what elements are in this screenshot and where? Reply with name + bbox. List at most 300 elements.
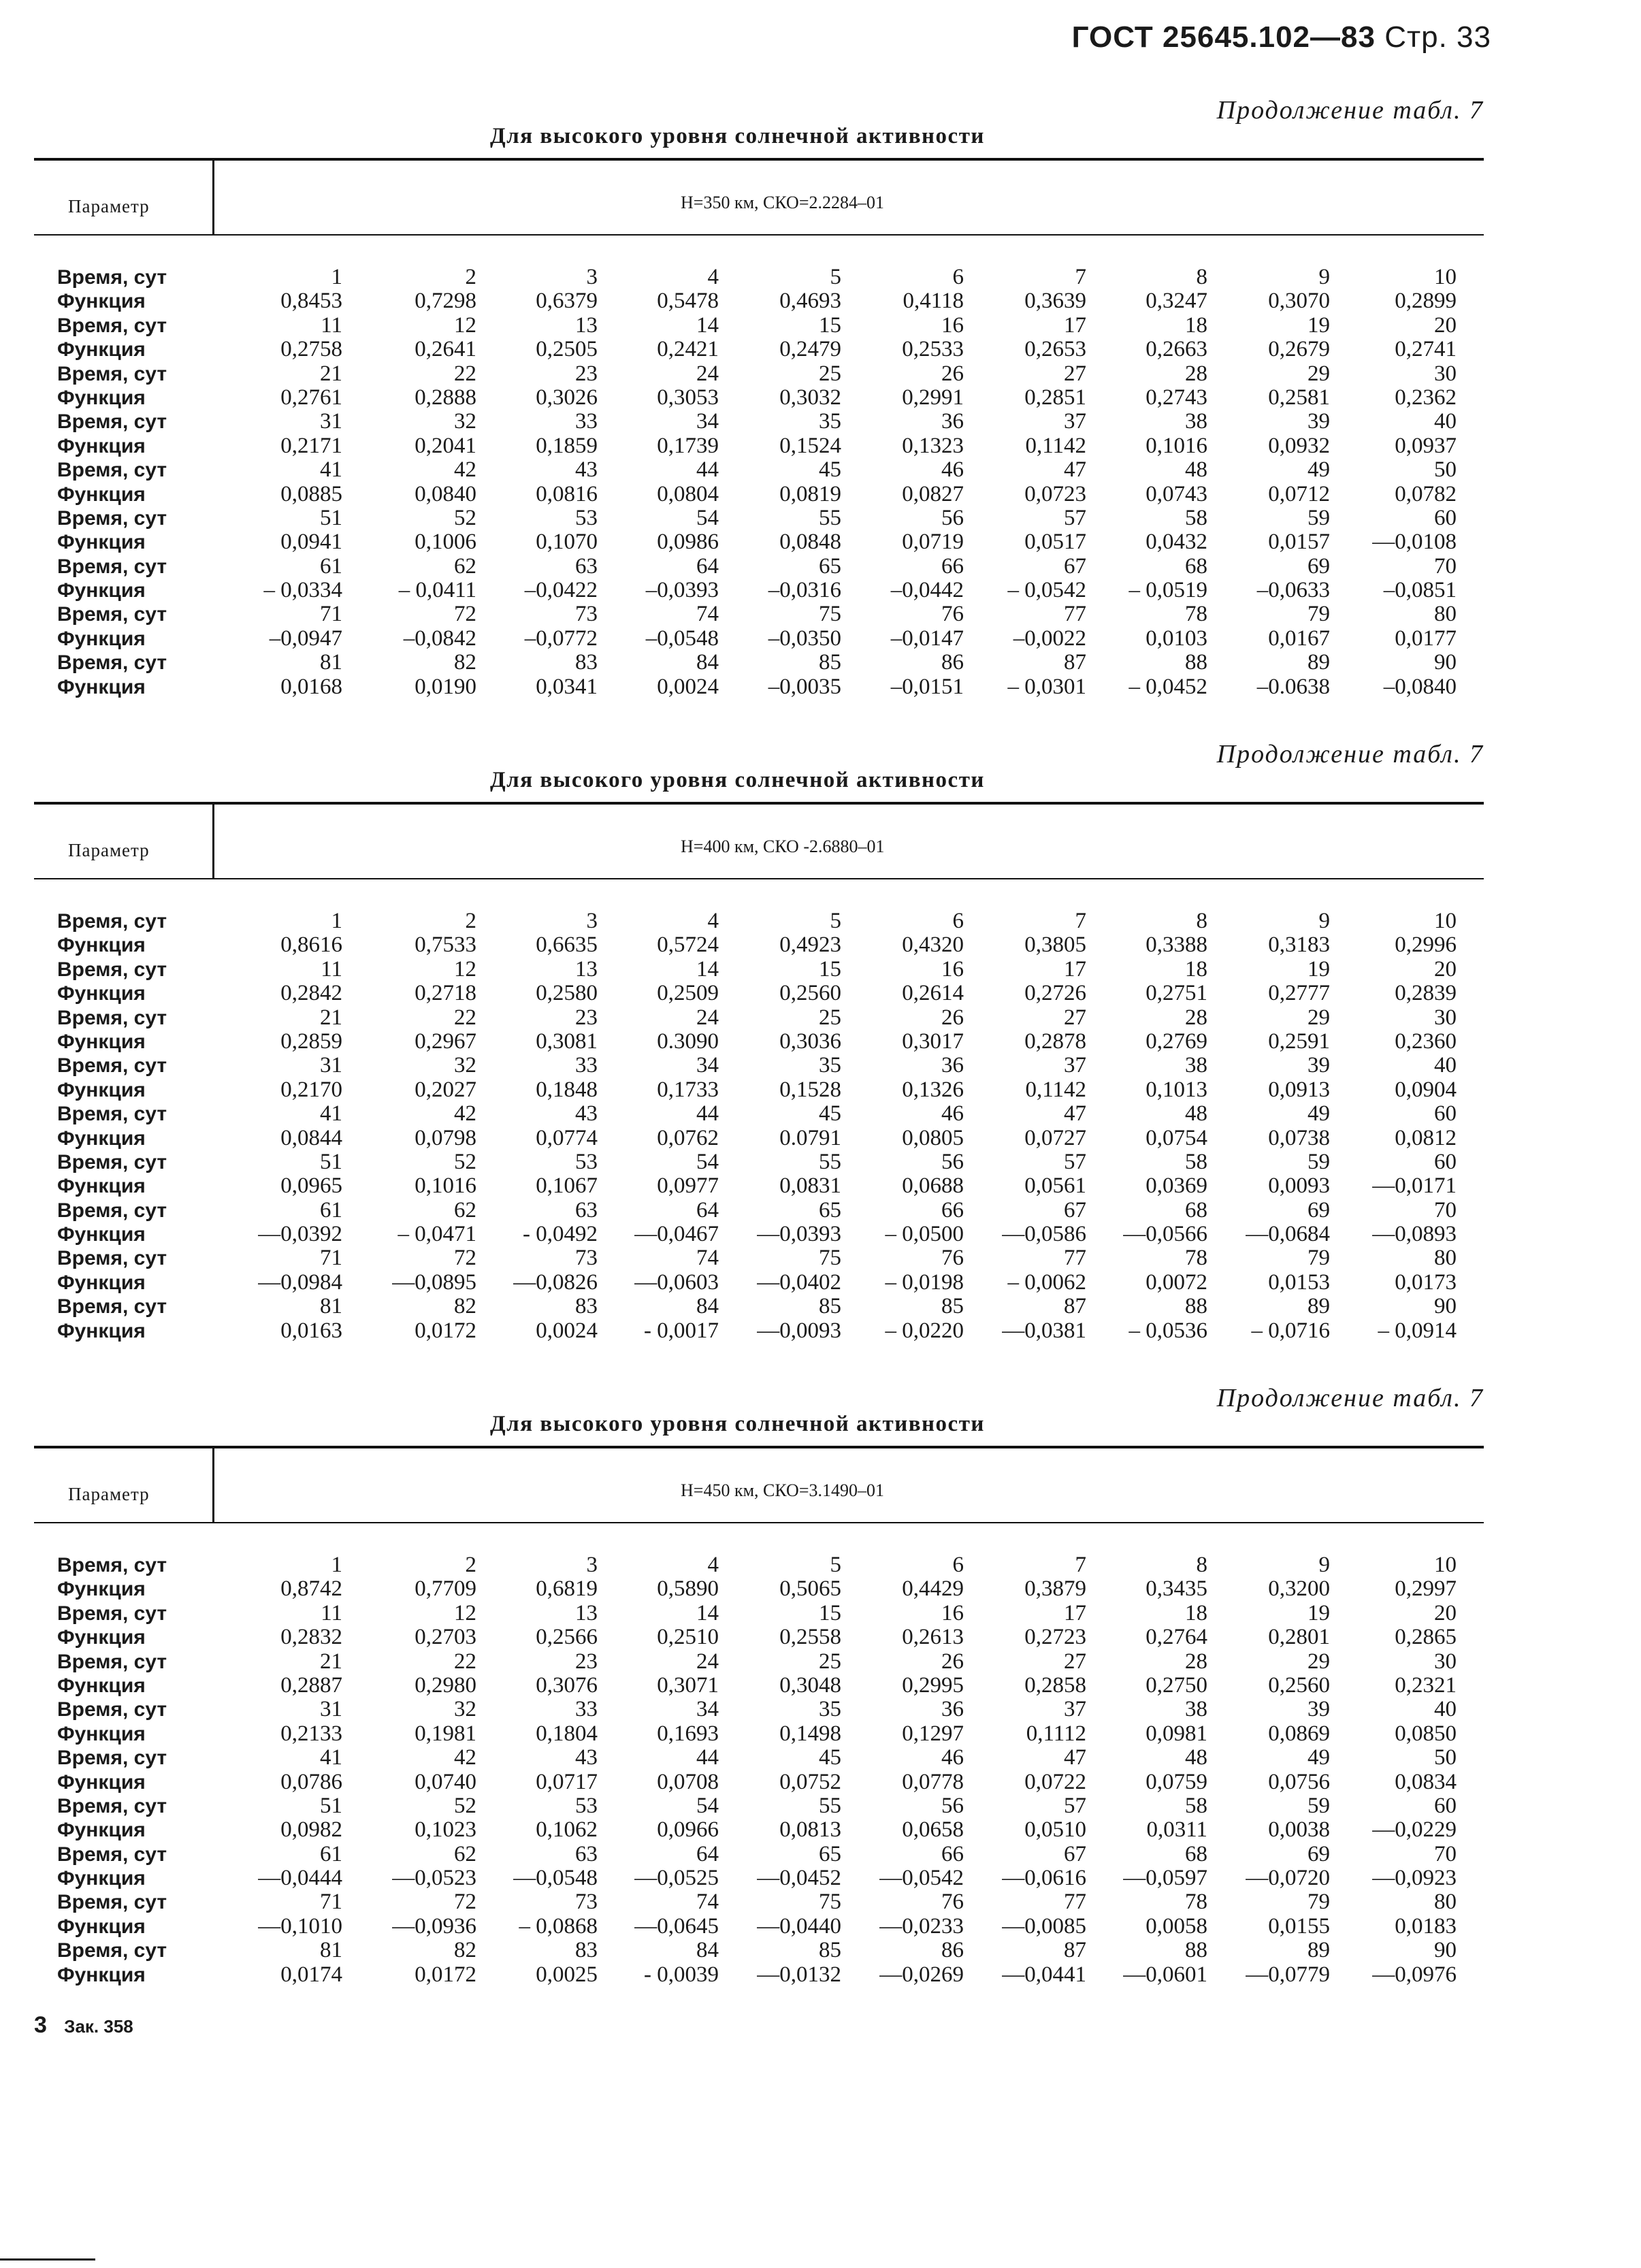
table-cell: 58 <box>1185 505 1207 530</box>
table-cell: 0,6819 <box>536 1576 598 1602</box>
table-cell: 40 <box>1434 409 1457 434</box>
table-cell: 85 <box>941 1294 964 1319</box>
table-cell: –0,0633 <box>1256 578 1330 603</box>
table-cell: 0,3435 <box>1146 1576 1207 1602</box>
row-label: Время, сут <box>57 1150 167 1173</box>
table-row <box>34 1818 1484 1842</box>
table-cell: 76 <box>941 1246 964 1271</box>
row-label: Функция <box>57 1867 146 1890</box>
table-cell: —0,0566 <box>1123 1222 1207 1247</box>
table-cell: 0,2991 <box>902 385 964 410</box>
header-divider <box>212 1448 214 1522</box>
table-cell: 65 <box>819 1841 841 1866</box>
table-row <box>34 958 1484 982</box>
table-cell: 37 <box>1064 1697 1086 1722</box>
table-cell: 0,1323 <box>902 433 964 458</box>
table-cell: 0,2505 <box>536 337 598 362</box>
table-cell: – 0,0411 <box>398 578 476 603</box>
table-cell: 0,1062 <box>536 1817 598 1843</box>
table-cell: 41 <box>320 1745 342 1770</box>
table-cell: 13 <box>575 1600 598 1625</box>
table-cell: 0,3076 <box>536 1672 598 1698</box>
row-label: Время, сут <box>57 459 167 482</box>
table-cell: 0,2509 <box>657 981 719 1006</box>
table-cell: —0,0132 <box>757 1962 841 1987</box>
table-cell: 0,2613 <box>902 1625 964 1650</box>
table-section-400 <box>34 739 1484 1365</box>
table-cell: - 0,0492 <box>523 1222 598 1247</box>
table-cell: 0,0723 <box>1024 481 1086 506</box>
table-cell: 70 <box>1434 553 1457 579</box>
table-cell: 0,2653 <box>1024 337 1086 362</box>
row-label: Время, сут <box>57 1843 167 1866</box>
table-cell: 0,2718 <box>415 981 476 1006</box>
table-cell: 0,0743 <box>1146 481 1207 506</box>
table-row <box>34 1054 1484 1078</box>
table-cell: 46 <box>941 457 964 483</box>
table-cell: 0,0727 <box>1024 1125 1086 1150</box>
table-cell: —0,0229 <box>1372 1817 1457 1843</box>
table-cell: 0,2641 <box>415 337 476 362</box>
table-cell: 0,0341 <box>536 674 598 699</box>
table-cell: 84 <box>696 1938 719 1963</box>
table-cell: 0,0885 <box>280 481 342 506</box>
table-cell: 0,7533 <box>415 933 476 958</box>
table-cell: 76 <box>941 602 964 627</box>
table-row <box>34 1199 1484 1222</box>
row-label: Функция <box>57 1915 146 1938</box>
table-row <box>34 1625 1484 1649</box>
table-cell: 85 <box>819 1938 841 1963</box>
table-cell: 0,3200 <box>1268 1576 1330 1602</box>
table-cell: 0,0977 <box>657 1173 719 1199</box>
table-cell: 14 <box>696 312 719 338</box>
table-cell: 41 <box>320 457 342 483</box>
table-cell: 0,2764 <box>1146 1625 1207 1650</box>
table-cell: 36 <box>941 1053 964 1078</box>
table-cell: 0,0174 <box>280 1962 342 1987</box>
table-cell: —0,0171 <box>1372 1173 1457 1199</box>
table-row <box>34 338 1484 361</box>
table-cell: 0,1498 <box>779 1721 841 1746</box>
table-cell: 0,2560 <box>1268 1672 1330 1698</box>
table-cell: —0,0893 <box>1372 1222 1457 1247</box>
table-cell: 0,2741 <box>1395 337 1457 362</box>
table-cell: –0,0316 <box>768 578 841 603</box>
table-row <box>34 602 1484 626</box>
table-cell: —0,0269 <box>879 1962 964 1987</box>
table-cell: 0,5724 <box>657 933 719 958</box>
table-cell: 79 <box>1307 602 1330 627</box>
param-label: Параметр <box>68 196 150 216</box>
table-cell: 0,0157 <box>1268 530 1330 555</box>
table-cell: 5 <box>830 265 841 289</box>
table-cell: 58 <box>1185 1793 1207 1818</box>
table-cell: 77 <box>1064 1890 1086 1915</box>
header-divider <box>212 161 214 234</box>
table-cell: 0,0024 <box>536 1318 598 1343</box>
table-cell: 4 <box>707 265 719 289</box>
table-row <box>34 1963 1484 1987</box>
table-cell: 4 <box>707 909 719 933</box>
table-cell: 0,0712 <box>1268 481 1330 506</box>
row-label: Функция <box>57 1674 146 1697</box>
table-cell: 63 <box>575 553 598 579</box>
table-cell: 0,0932 <box>1268 433 1330 458</box>
table-cell: 0,0752 <box>779 1769 841 1794</box>
table-row <box>34 434 1484 458</box>
table-cell: 47 <box>1064 1101 1086 1127</box>
table-cell: 65 <box>819 553 841 579</box>
header-bottom-rule <box>34 1522 1484 1523</box>
table-cell: 31 <box>320 1697 342 1722</box>
table-cell: 89 <box>1307 1938 1330 1963</box>
table-cell: 25 <box>819 1005 841 1030</box>
table-cell: 35 <box>819 1697 841 1722</box>
param-description: H=400 км, СКО -2.6880–01 <box>681 837 885 856</box>
table-cell: 79 <box>1307 1890 1330 1915</box>
table-cell: 85 <box>819 650 841 675</box>
table-cell: 0,2758 <box>280 337 342 362</box>
table-cell: 64 <box>696 1197 719 1222</box>
table-cell: 27 <box>1064 1005 1086 1030</box>
table-cell: 0,3070 <box>1268 289 1330 314</box>
table-cell: 0,0937 <box>1395 433 1457 458</box>
table-cell: 0,2510 <box>657 1625 719 1650</box>
row-label: Время, сут <box>57 1199 167 1222</box>
table-cell: 42 <box>454 1101 476 1127</box>
table-cell: – 0,0542 <box>1007 578 1086 603</box>
row-label: Функция <box>57 1963 146 1986</box>
table-cell: 0,0103 <box>1146 626 1207 651</box>
table-cell: 66 <box>941 553 964 579</box>
table-cell: 0,0432 <box>1146 530 1207 555</box>
table-cell: 33 <box>575 1053 598 1078</box>
table-cell: 0,1739 <box>657 433 719 458</box>
table-cell: 0,2133 <box>280 1721 342 1746</box>
table-cell: 54 <box>696 1793 719 1818</box>
table-cell: 60 <box>1434 505 1457 530</box>
table-cell: 0,2878 <box>1024 1028 1086 1054</box>
table-cell: 0,2170 <box>280 1077 342 1102</box>
table-row <box>34 483 1484 506</box>
table-cell: 0,1326 <box>902 1077 964 1102</box>
table-cell: 84 <box>696 1294 719 1319</box>
table-cell: 5 <box>830 1553 841 1577</box>
table-cell: 56 <box>941 1149 964 1174</box>
table-row <box>34 458 1484 482</box>
table-cell: –0,0147 <box>890 626 964 651</box>
table-row <box>34 933 1484 957</box>
table-cell: 0,0708 <box>657 1769 719 1794</box>
table-cell: 42 <box>454 457 476 483</box>
table-cell: 0,0658 <box>902 1817 964 1843</box>
table-cell: – 0,0334 <box>263 578 342 603</box>
table-cell: 0,7298 <box>415 289 476 314</box>
table-cell: 14 <box>696 1600 719 1625</box>
row-label: Время, сут <box>57 1602 167 1625</box>
table-cell: 0,2851 <box>1024 385 1086 410</box>
table-cell: 72 <box>454 1246 476 1271</box>
table-cell: 68 <box>1185 553 1207 579</box>
row-label: Функция <box>57 290 146 313</box>
table-cell: 13 <box>575 312 598 338</box>
row-label: Функция <box>57 1078 146 1101</box>
table-cell: 57 <box>1064 505 1086 530</box>
row-label: Время, сут <box>57 362 167 385</box>
table-cell: 0,0782 <box>1395 481 1457 506</box>
table-cell: 1 <box>331 909 342 933</box>
table-row <box>34 1722 1484 1746</box>
table-cell: 0,1016 <box>415 1173 476 1199</box>
table-cell: – 0,0062 <box>1007 1269 1086 1295</box>
table-cell: 0,2997 <box>1395 1576 1457 1602</box>
table-cell: 37 <box>1064 409 1086 434</box>
table-cell: 82 <box>454 1938 476 1963</box>
table-cell: – 0,0914 <box>1378 1318 1457 1343</box>
table-cell: 0,0786 <box>280 1769 342 1794</box>
table-cell: 0,2581 <box>1268 385 1330 410</box>
table-cell: 0,0754 <box>1146 1125 1207 1150</box>
table-cell: 0,4923 <box>779 933 841 958</box>
table-cell: 0,0965 <box>280 1173 342 1199</box>
row-label: Время, сут <box>57 1295 167 1318</box>
table-cell: 64 <box>696 1841 719 1866</box>
table-cell: 38 <box>1185 409 1207 434</box>
table-cell: 82 <box>454 650 476 675</box>
table-cell: 0,0778 <box>902 1769 964 1794</box>
row-label: Время, сут <box>57 1650 167 1673</box>
table-cell: 0,1067 <box>536 1173 598 1199</box>
table-row <box>34 1674 1484 1698</box>
table-cell: - 0,0017 <box>644 1318 719 1343</box>
table-cell: 40 <box>1434 1697 1457 1722</box>
table-cell: – 0,0868 <box>519 1913 598 1939</box>
table-cell: 8 <box>1196 909 1207 933</box>
table-cell: 89 <box>1307 650 1330 675</box>
table-cell: 39 <box>1307 1697 1330 1722</box>
table-cell: 0,0168 <box>280 674 342 699</box>
table-cell: 74 <box>696 1890 719 1915</box>
table-cell: —0,0684 <box>1246 1222 1330 1247</box>
table-cell: 80 <box>1434 602 1457 627</box>
table-cell: 0,2842 <box>280 981 342 1006</box>
table-cell: 34 <box>696 1053 719 1078</box>
table-cell: 75 <box>819 602 841 627</box>
table-cell: 0,0190 <box>415 674 476 699</box>
table-cell: —0,0603 <box>634 1269 719 1295</box>
table-cell: 22 <box>454 1005 476 1030</box>
table-cell: 30 <box>1434 1649 1457 1674</box>
table-cell: 0,2614 <box>902 981 964 1006</box>
table-cell: 0,0717 <box>536 1769 598 1794</box>
table-cell: 66 <box>941 1841 964 1866</box>
table-cell: 48 <box>1185 1745 1207 1770</box>
table-cell: 0,1070 <box>536 530 598 555</box>
table-cell: 38 <box>1185 1053 1207 1078</box>
table-cell: 54 <box>696 505 719 530</box>
table-cell: 3 <box>586 1553 598 1577</box>
table-cell: 73 <box>575 1890 598 1915</box>
table-cell: 86 <box>941 650 964 675</box>
table-cell: – 0,0536 <box>1128 1318 1207 1343</box>
table-cell: 0,3071 <box>657 1672 719 1698</box>
table-cell: - 0,0039 <box>644 1962 719 1987</box>
table-cell: 28 <box>1185 1649 1207 1674</box>
table-cell: 0,0311 <box>1146 1817 1207 1843</box>
table-cell: 68 <box>1185 1841 1207 1866</box>
table-cell: 0,3805 <box>1024 933 1086 958</box>
row-label: Время, сут <box>57 266 167 289</box>
table-cell: 0,2750 <box>1146 1672 1207 1698</box>
table-cell: 62 <box>454 553 476 579</box>
table-cell: 55 <box>819 1793 841 1818</box>
table-cell: —0,0984 <box>258 1269 342 1295</box>
table-cell: 67 <box>1064 553 1086 579</box>
table-row <box>34 1553 1484 1577</box>
table-cell: —0,0601 <box>1123 1962 1207 1987</box>
table-row <box>34 579 1484 602</box>
table-row <box>34 982 1484 1005</box>
table-cell: –0,0422 <box>524 578 598 603</box>
table-cell: —0,0923 <box>1372 1866 1457 1891</box>
table-cell: 18 <box>1185 956 1207 982</box>
table-cell: 0,0774 <box>536 1125 598 1150</box>
table-cell: 0,2967 <box>415 1028 476 1054</box>
table-row <box>34 1890 1484 1914</box>
table-cell: 44 <box>696 1101 719 1127</box>
table-cell: 47 <box>1064 1745 1086 1770</box>
page-number: Стр. 33 <box>1384 20 1491 54</box>
table-cell: 59 <box>1307 1149 1330 1174</box>
table-row <box>34 1174 1484 1198</box>
table-cell: 0,6635 <box>536 933 598 958</box>
table-cell: 0,2777 <box>1268 981 1330 1006</box>
table-cell: 28 <box>1185 361 1207 386</box>
table-cell: —0,0085 <box>1002 1913 1086 1939</box>
table-row <box>34 386 1484 410</box>
table-cell: 0,1859 <box>536 433 598 458</box>
table-cell: –0,0442 <box>890 578 964 603</box>
table-cell: 0,0904 <box>1395 1077 1457 1102</box>
row-label: Функция <box>57 1626 146 1649</box>
table-cell: 0,0561 <box>1024 1173 1086 1199</box>
table-cell: 27 <box>1064 361 1086 386</box>
table-cell: 70 <box>1434 1197 1457 1222</box>
table-cell: 69 <box>1307 1197 1330 1222</box>
table-cell: 0,2580 <box>536 981 598 1006</box>
table-cell: 24 <box>696 1005 719 1030</box>
table-cell: 21 <box>320 361 342 386</box>
table-cell: 0,2980 <box>415 1672 476 1698</box>
table-cell: 53 <box>575 505 598 530</box>
table-cell: —0,0645 <box>634 1913 719 1939</box>
table-cell: 60 <box>1434 1793 1457 1818</box>
table-cell: 0,2832 <box>280 1625 342 1650</box>
table-cell: 6 <box>952 909 964 933</box>
table-cell: 83 <box>575 1294 598 1319</box>
row-label: Функция <box>57 434 146 457</box>
table-cell: 61 <box>320 1841 342 1866</box>
table-row <box>34 909 1484 933</box>
table-cell: 0,0798 <box>415 1125 476 1150</box>
table-cell: 0,0072 <box>1146 1269 1207 1295</box>
table-cell: 0,2679 <box>1268 337 1330 362</box>
table-cell: 87 <box>1064 1938 1086 1963</box>
table-cell: – 0,0519 <box>1128 578 1207 603</box>
table-cell: —0,0586 <box>1002 1222 1086 1247</box>
table-cell: —0,0093 <box>757 1318 841 1343</box>
row-label: Функция <box>57 1819 146 1842</box>
table-cell: 0,0155 <box>1268 1913 1330 1939</box>
table-cell: 11 <box>321 312 342 338</box>
table-cell: 0,2761 <box>280 385 342 410</box>
row-label: Время, сут <box>57 1891 167 1914</box>
table-cell: 20 <box>1434 312 1457 338</box>
table-cell: 46 <box>941 1101 964 1127</box>
table-cell: 10 <box>1434 265 1457 289</box>
table-cell: 0,1528 <box>779 1077 841 1102</box>
row-label: Время, сут <box>57 1554 167 1576</box>
table-cell: —0,0402 <box>757 1269 841 1295</box>
table-cell: 31 <box>320 409 342 434</box>
table-cell: 0,0804 <box>657 481 719 506</box>
row-label: Время, сут <box>57 1794 167 1817</box>
table-cell: 0,0173 <box>1395 1269 1457 1295</box>
table-cell: 12 <box>454 956 476 982</box>
table-cell: 0,8616 <box>280 933 342 958</box>
row-label: Время, сут <box>57 1747 167 1770</box>
table-cell: —0,0393 <box>757 1222 841 1247</box>
table-cell: 30 <box>1434 361 1457 386</box>
table-cell: 29 <box>1307 1649 1330 1674</box>
table-row <box>34 1102 1484 1126</box>
table-cell: 0,0172 <box>415 1962 476 1987</box>
table-cell: 17 <box>1064 312 1086 338</box>
table-cell: – 0,0452 <box>1128 674 1207 699</box>
table-cell: 53 <box>575 1149 598 1174</box>
row-label: Время, сут <box>57 1054 167 1078</box>
table-cell: 27 <box>1064 1649 1086 1674</box>
table-cell: 0,2801 <box>1268 1625 1330 1650</box>
table-cell: 0,2041 <box>415 433 476 458</box>
table-cell: –0.0638 <box>1256 674 1330 699</box>
table-cell: 9 <box>1318 265 1330 289</box>
table-cell: 87 <box>1064 650 1086 675</box>
table-cell: 45 <box>819 1745 841 1770</box>
table-cell: 31 <box>320 1053 342 1078</box>
table-cell: 78 <box>1185 602 1207 627</box>
table-cell: 0,0738 <box>1268 1125 1330 1150</box>
table-cell: 26 <box>941 1649 964 1674</box>
table-cell: 0,2591 <box>1268 1028 1330 1054</box>
table-cell: 0,0913 <box>1268 1077 1330 1102</box>
row-label: Функция <box>57 934 146 957</box>
table-cell: 0,2743 <box>1146 385 1207 410</box>
table-cell: 33 <box>575 409 598 434</box>
order-number: Зак. 358 <box>64 2016 133 2037</box>
table-cell: 19 <box>1307 312 1330 338</box>
table-cell: 59 <box>1307 1793 1330 1818</box>
table-row <box>34 555 1484 579</box>
table-cell: 19 <box>1307 956 1330 982</box>
table-cell: 0,1016 <box>1146 433 1207 458</box>
table-cell: 46 <box>941 1745 964 1770</box>
table-cell: 12 <box>454 1600 476 1625</box>
table-cell: 63 <box>575 1841 598 1866</box>
table-cell: 35 <box>819 1053 841 1078</box>
row-label: Функция <box>57 1175 146 1198</box>
